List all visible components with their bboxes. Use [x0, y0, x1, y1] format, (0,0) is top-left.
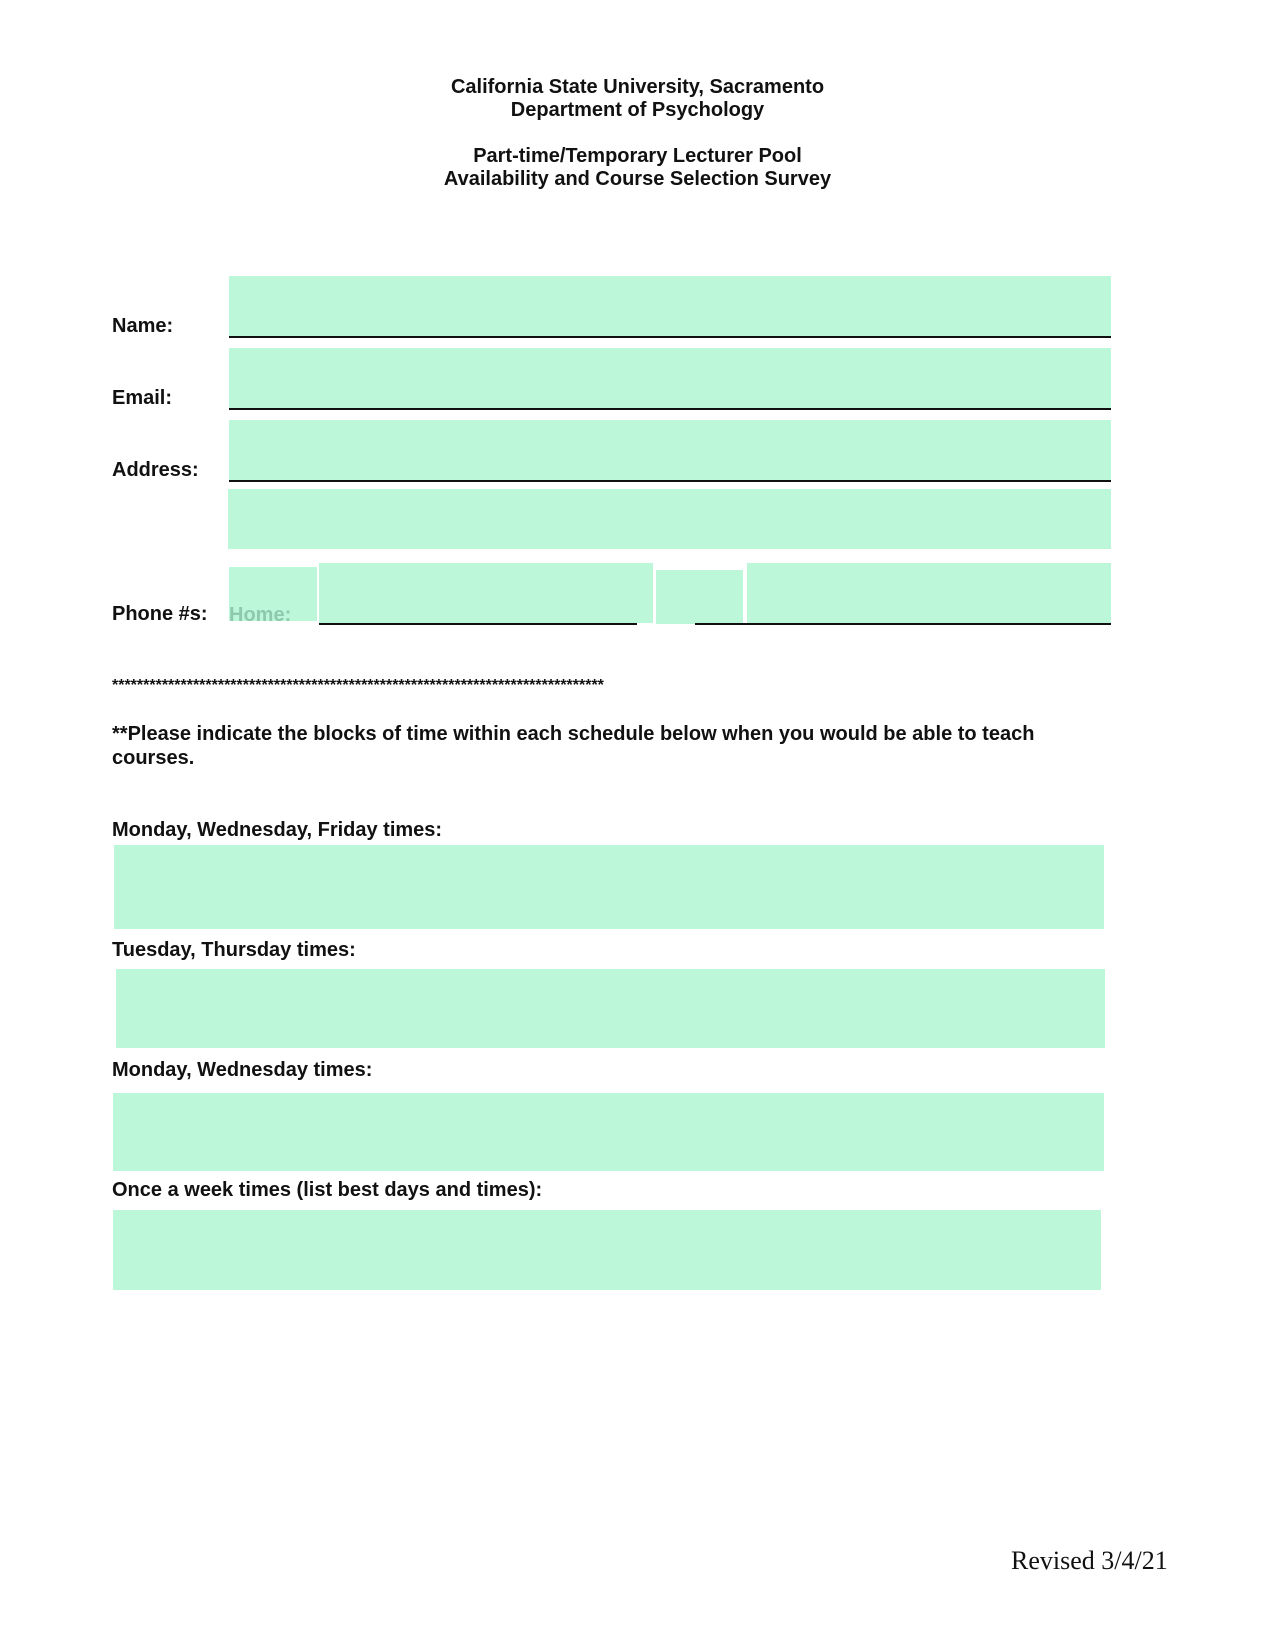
- email-label: Email:: [112, 387, 173, 409]
- form-subtitle: Availability and Course Selection Survey: [443, 168, 832, 190]
- address-line-2-field[interactable]: [228, 489, 1111, 549]
- home-phone-underline: [319, 623, 637, 625]
- revised-date: Revised 3/4/21: [1011, 1546, 1168, 1575]
- address-line-1-field[interactable]: [229, 420, 1111, 480]
- second-phone-field[interactable]: [747, 563, 1111, 623]
- schedule-field-mwf[interactable]: [114, 845, 1104, 929]
- schedule-label-mw: Monday, Wednesday times:: [112, 1059, 373, 1081]
- instruction-text: **Please indicate the blocks of time within each schedule below when you would be able to teach courses.: [112, 723, 1035, 769]
- schedule-field-mw[interactable]: [113, 1093, 1104, 1171]
- phone-label: Phone #s:: [112, 603, 208, 625]
- schedule-label-once-weekly: Once a week times (list best days and times):: [112, 1179, 543, 1201]
- department-name: Department of Psychology: [510, 99, 765, 121]
- second-phone-underline: [695, 623, 1111, 625]
- name-field[interactable]: [229, 276, 1111, 336]
- name-label: Name:: [112, 315, 174, 337]
- separator-line: *******************************************************************************: [112, 677, 604, 694]
- schedule-field-tt[interactable]: [116, 969, 1105, 1048]
- email-field[interactable]: [229, 348, 1111, 408]
- home-label: Home:: [229, 604, 292, 626]
- schedule-field-once-weekly[interactable]: [113, 1210, 1101, 1290]
- name-underline: [229, 336, 1111, 338]
- second-phone-label-field[interactable]: [656, 570, 743, 624]
- home-phone-field[interactable]: [319, 563, 653, 623]
- email-underline: [229, 408, 1111, 410]
- address-label: Address:: [112, 459, 199, 481]
- schedule-label-mwf: Monday, Wednesday, Friday times:: [112, 819, 443, 841]
- schedule-label-tt: Tuesday, Thursday times:: [112, 939, 356, 961]
- address-underline: [229, 480, 1111, 482]
- form-title: Part-time/Temporary Lecturer Pool: [473, 145, 802, 167]
- university-name: California State University, Sacramento: [450, 76, 825, 98]
